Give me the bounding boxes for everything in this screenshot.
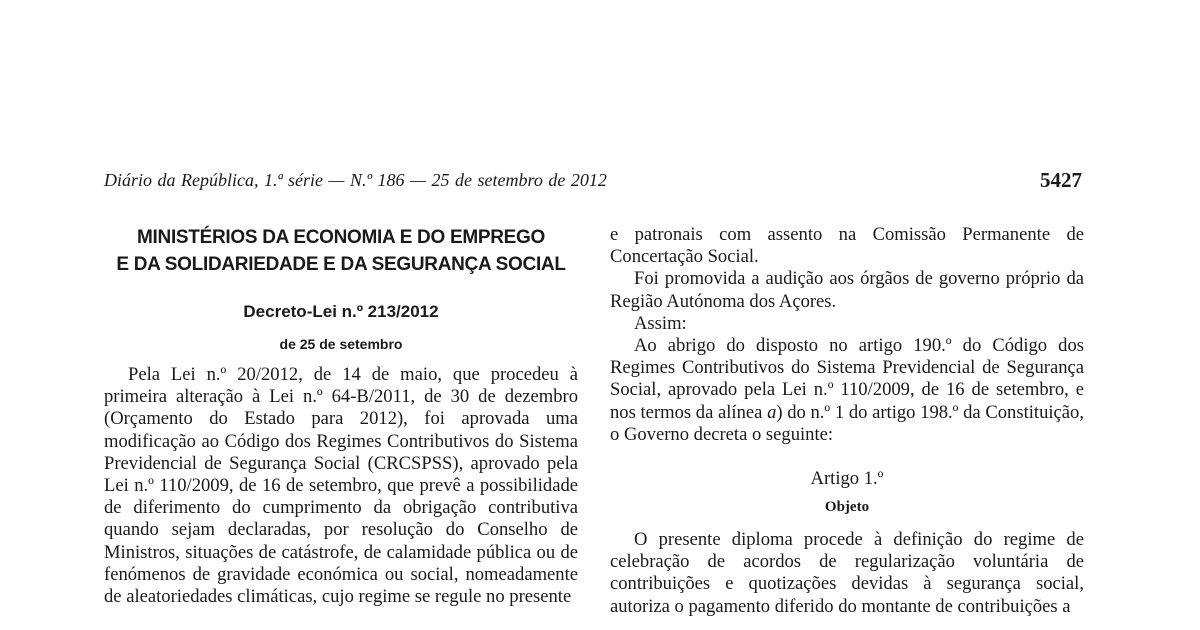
legal-basis-text-2: ) do n.º 1 do artigo 198.º da Constituição, o Governo decreta o seguinte: xyxy=(610,401,1084,445)
page-number: 5427 xyxy=(1040,168,1082,192)
right-column-text xyxy=(610,224,1084,446)
decree-preamble xyxy=(104,364,578,608)
running-header xyxy=(104,170,1082,194)
legal-basis-italic: a xyxy=(767,401,777,423)
left-column xyxy=(104,224,578,608)
paragraph-legal-basis xyxy=(610,335,1084,446)
paragraph-continued: e patronais com assento na Comissão Permanente de Concertação Social. xyxy=(610,224,1084,268)
article-subject: Objeto xyxy=(824,499,870,516)
legal-basis-text-1: Ao abrigo do disposto no artigo 190.º do Código dos Regimes Contributivos do Sistema Previdencial de Segurança Social, aprovado pela Lei n.º 110/2009, de 16 de setembro, e nos termos da alínea xyxy=(610,335,1084,423)
right-column xyxy=(610,224,1084,618)
preamble-paragraph: Pela Lei n.º 20/2012, de 14 de maio, que procedeu à primeira alteração à Lei n.º 64-B/2011, de 30 de dezembro (Orçamento do Estado para 2012), foi aprovada uma modificação ao Código dos Regimes Contributivos do Sistema Previdencial de Segurança Social (CRCSPSS), aprovado pela Lei n.º 110/2009, de 16 de setembro, que prevê a possibilidade de diferimento do cumprimento da obrigação contributiva quando sejam declaradas, por resolução do Conselho de Ministros, situações de catástrofe, de calamidade pública ou de fenómenos de gravidade económica ou social, nomeadamente de aleatoriedades climáticas, cujo regime se regule no presente xyxy=(104,364,578,608)
paragraph-consultation: Foi promovida a audição aos órgãos de governo próprio da Região Autónoma dos Açores. xyxy=(610,268,1084,312)
journal-title: Diário da República, 1.ª série — N.º 186 — 25 de setembro de 2012 xyxy=(104,170,607,190)
ministry-line-2: E DA SOLIDARIEDADE E DA SEGURANÇA SOCIAL xyxy=(116,254,566,275)
ministry-line-1: MINISTÉRIOS DA ECONOMIA E DO EMPREGO xyxy=(137,227,545,248)
ministry-heading xyxy=(104,224,578,278)
article-heading: Artigo 1.º xyxy=(810,468,884,490)
article-paragraph: O presente diploma procede à definição do regime de celebração de acordos de regularização voluntária de contribuições e quotizações devidas à segurança social, autoriza o pagamento diferido do montante de contribuições a xyxy=(610,529,1084,617)
decree-date: de 25 de setembro xyxy=(279,336,403,352)
article-body xyxy=(610,529,1084,618)
decree-title: Decreto-Lei n.º 213/2012 xyxy=(243,302,439,321)
paragraph-assim: Assim: xyxy=(634,312,687,334)
